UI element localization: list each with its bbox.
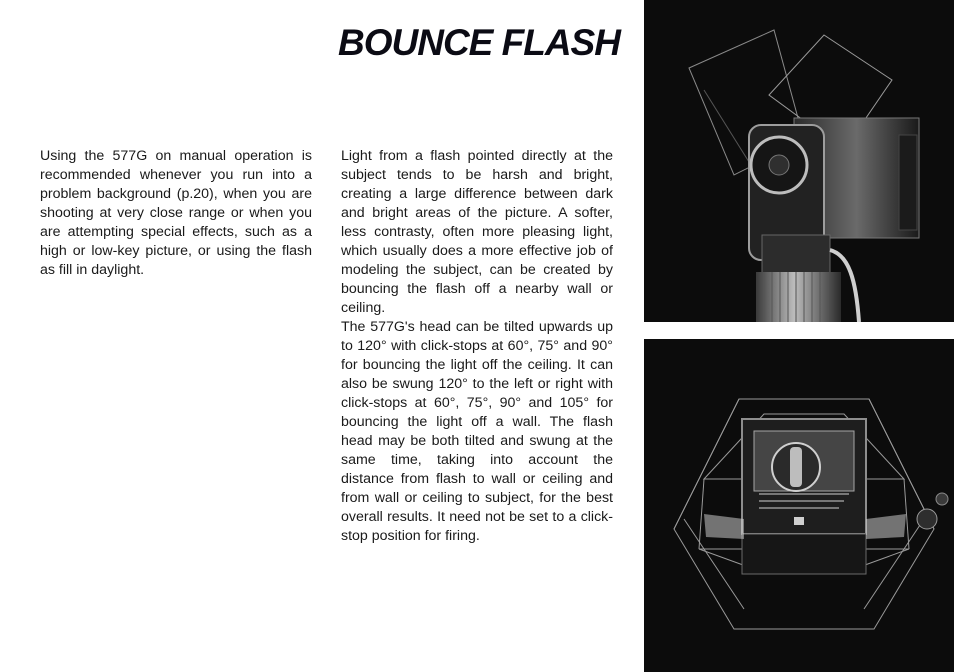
flash-tilt-photo [644, 0, 954, 322]
flash-swing-photo [644, 339, 954, 672]
left-text-column [40, 147, 312, 280]
flash-swing-illustration [644, 339, 954, 672]
intro-paragraph: Using the 577G on manual operation is recommended whenever you run into a problem background (p.20), when you are shooting at very close range or when you are attempting special effects, such as a high or low-key picture, or using the flash as fill in daylight. [40, 148, 312, 278]
page-title: BOUNCE FLASH [338, 22, 620, 63]
bounce-paragraph-1: Light from a flash pointed directly at the subject tends to be harsh and bright, creating a large difference between dark and bright areas of the picture. A softer, less contrasty, often more pleasing light, which usually does a more effective job of modeling the subject, can be created by bouncing the flash off a nearby wall or ceiling. [341, 148, 613, 316]
middle-text-column [341, 147, 613, 546]
flash-tilt-illustration [644, 0, 954, 322]
bounce-paragraph-2: The 577G's head can be tilted upwards up to 120° with click-stops at 60°, 75° and 90° for bouncing the light off the ceiling. It can also be swung 120° to the left or right with click-stops at 60°, 75°, 90° and 105° for bouncing the light off a wall. The flash head may be both tilted and swung at the same time, taking into account the distance from flash to wall or ceiling and from wall or ceiling to subject, for the best overall results. It need not be set to a click-stop position for firing. [341, 319, 613, 544]
